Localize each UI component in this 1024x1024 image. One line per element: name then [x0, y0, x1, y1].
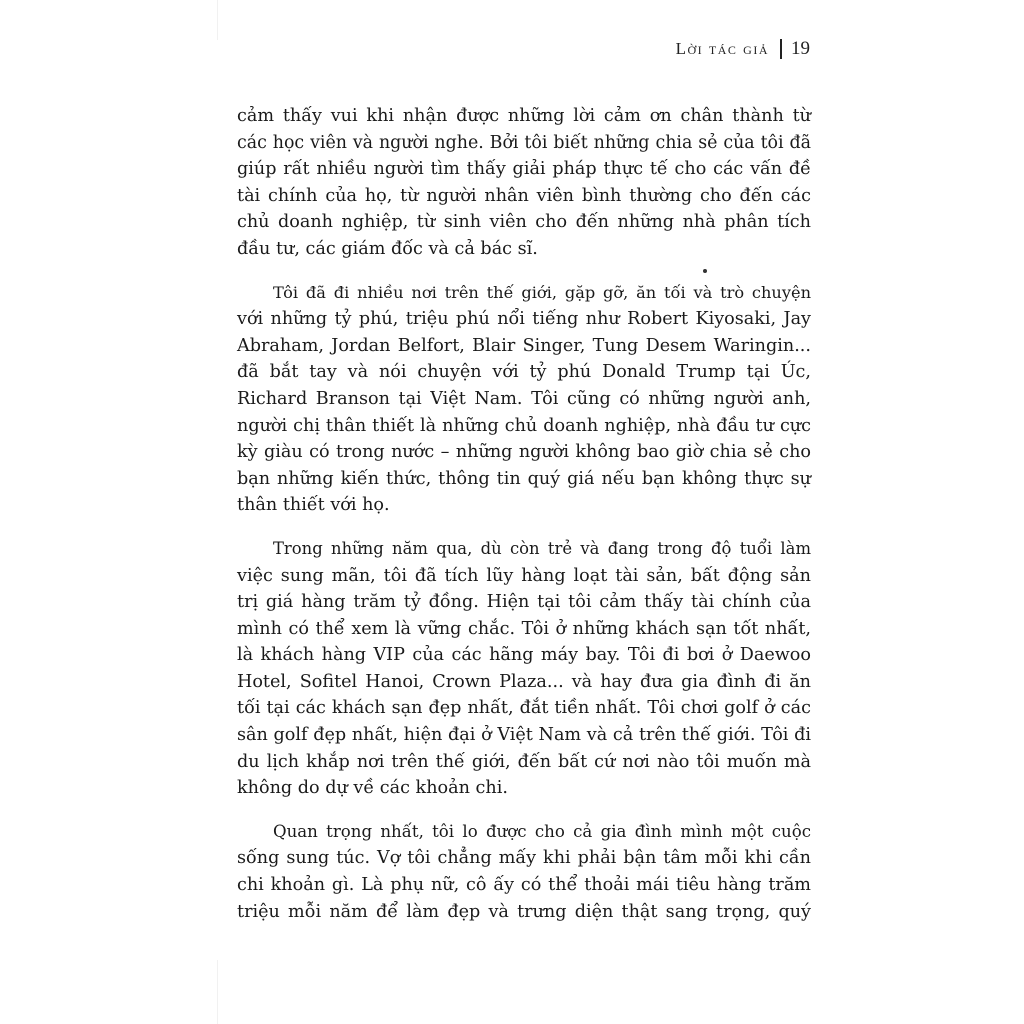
text-line: không do dự về các khoản chi.	[237, 778, 508, 799]
page-number: 19	[791, 38, 810, 59]
text-line: trị giá hàng trăm tỷ đồng. Hiện tại tôi cảm thấy tài chính của	[237, 592, 811, 613]
text-line: Abraham, Jordan Belfort, Blair Singer, Tung Desem Waringin...	[237, 335, 811, 356]
paragraph	[237, 280, 811, 519]
text-line: tài chính của họ, từ người nhân viên bình thường cho đến các	[237, 185, 811, 206]
text-line: bạn những kiến thức, thông tin quý giá nếu bạn không thực sự	[237, 468, 811, 489]
text-line: Trong những năm qua, dù còn trẻ và đang trong độ tuổi làm	[273, 538, 811, 558]
text-line: việc sung mãn, tôi đã tích lũy hàng loạt tài sản, bất động sản	[237, 565, 811, 586]
paragraph	[237, 103, 811, 263]
text-line: Richard Branson tại Việt Nam. Tôi cũng có những người anh,	[237, 388, 811, 409]
page-edge-mark	[217, 960, 218, 1024]
text-line: triệu mỗi năm để làm đẹp và trưng diện thật sang trọng, quý	[237, 901, 811, 922]
text-line: mình có thể xem là vững chắc. Tôi ở những khách sạn tốt nhất,	[237, 618, 811, 639]
text-line: là khách hàng VIP của các hãng máy bay. Tôi đi bơi ở Daewoo	[237, 645, 811, 666]
text-line: người chị thân thiết là những chủ doanh nghiệp, nhà đầu tư cực	[237, 415, 811, 436]
running-head	[676, 34, 810, 64]
ink-speck	[703, 269, 707, 273]
text-line: đầu tư, các giám đốc và cả bác sĩ.	[237, 238, 538, 259]
text-line: Tôi đã đi nhiều nơi trên thế giới, gặp gỡ, ăn tối và trò chuyện	[273, 282, 811, 302]
text-line: chủ doanh nghiệp, từ sinh viên cho đến những nhà phân tích	[237, 212, 811, 233]
text-line: với những tỷ phú, triệu phú nổi tiếng như Robert Kiyosaki, Jay	[237, 309, 811, 330]
section-title: Lời tác giả	[675, 39, 769, 58]
paragraph	[237, 819, 811, 925]
text-line: kỳ giàu có trong nước – những người không bao giờ chia sẻ cho	[237, 442, 811, 463]
text-line: thân thiết với họ.	[237, 495, 390, 516]
text-line: giúp rất nhiều người tìm thấy giải pháp thực tế cho các vấn đề	[237, 159, 811, 180]
body-text	[237, 103, 811, 925]
text-line: các học viên và người nghe. Bởi tôi biết những chia sẻ của tôi đã	[237, 132, 811, 153]
text-line: cảm thấy vui khi nhận được những lời cảm ơn chân thành từ	[237, 106, 811, 126]
page-edge-mark	[217, 0, 218, 40]
text-line: tối tại các khách sạn đẹp nhất, đắt tiền nhất. Tôi chơi golf ở các	[237, 698, 811, 719]
paragraph	[237, 536, 811, 802]
text-line: Quan trọng nhất, tôi lo được cho cả gia đình mình một cuộc	[273, 821, 811, 841]
text-line: du lịch khắp nơi trên thế giới, đến bất cứ nơi nào tôi muốn mà	[237, 751, 811, 772]
text-line: Hotel, Sofitel Hanoi, Crown Plaza... và hay đưa gia đình đi ăn	[237, 671, 811, 692]
text-line: sân golf đẹp nhất, hiện đại ở Việt Nam và cả trên thế giới. Tôi đi	[237, 725, 811, 746]
header-divider	[780, 39, 782, 59]
text-line: chi khoản gì. Là phụ nữ, cô ấy có thể thoải mái tiêu hàng trăm	[237, 875, 811, 896]
text-line: đã bắt tay và nói chuyện với tỷ phú Donald Trump tại Úc,	[237, 362, 811, 383]
text-line: sống sung túc. Vợ tôi chẳng mấy khi phải bận tâm mỗi khi cần	[237, 848, 811, 869]
